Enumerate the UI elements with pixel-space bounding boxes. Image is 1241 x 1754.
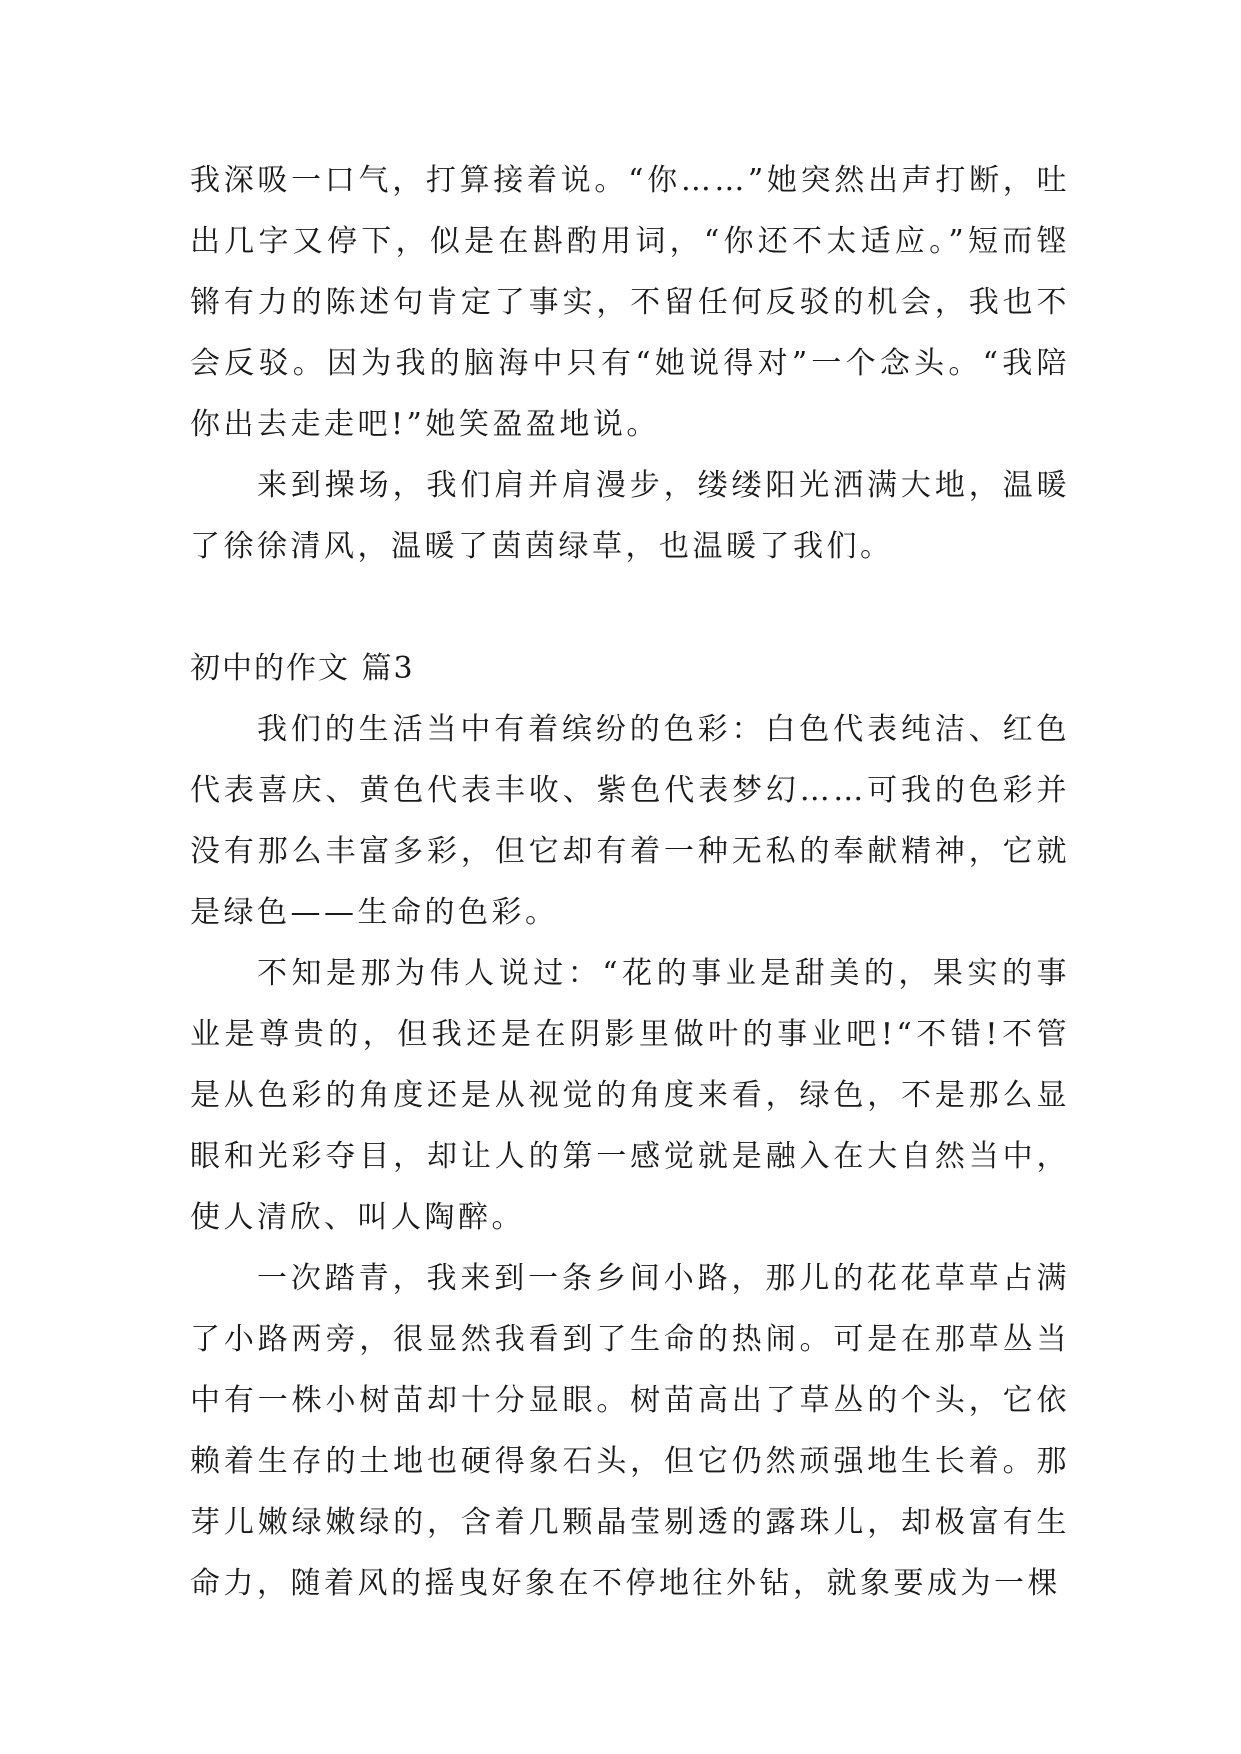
section-gap [190, 577, 1070, 638]
paragraph-playground: 来到操场，我们肩并肩漫步，缕缕阳光洒满大地，温暖了徐徐清风，温暖了茵茵绿草，也温暖了我们。 [190, 468, 1070, 564]
paragraph-sapling: 一次踏青，我来到一条乡间小路，那儿的花花草草占满了小路两旁，很显然我看到了生命的热闹。可是在那草丛当中有一株小树苗却十分显眼。树苗高出了草丛的个头，它依赖着生存的土地也硬得象石头，但它仍然顽强地生长着。那芽儿嫩绿嫩绿的，含着几颗晶莹剔透的露珠儿，却极富有生命力，随着风的摇曳好象在不停地往外钻，就象要成为一棵 [190, 1261, 1070, 1601]
section-heading: 初中的作文 篇3 [190, 651, 415, 686]
paragraph-quote: 不知是那为伟人说过：“花的事业是甜美的，果实的事业是尊贵的，但我还是在阴影里做叶的事业吧!“不错!不管是从色彩的角度还是从视觉的角度来看，绿色，不是那么显眼和光彩夺目，却让人的第一感觉就是融入在大自然当中，使人清欣、叫人陶醉。 [190, 956, 1070, 1235]
paragraph-continued: 我深吸一口气，打算接着说。“你……”她突然出声打断，吐出几字又停下，似是在斟酌用词，“你还不太适应。”短而铿锵有力的陈述句肯定了事实，不留任何反驳的机会，我也不会反驳。因为我的脑海中只有“她说得对”一个念头。“我陪你出去走走吧!”她笑盈盈地说。 [190, 163, 1070, 442]
document-body [190, 150, 1070, 1614]
paragraph-colors: 我们的生活当中有着缤纷的色彩：白色代表纯洁、红色代表喜庆、黄色代表丰收、紫色代表梦幻……可我的色彩并没有那么丰富多彩，但它却有着一种无私的奉献精神，它就是绿色——生命的色彩。 [190, 712, 1070, 930]
